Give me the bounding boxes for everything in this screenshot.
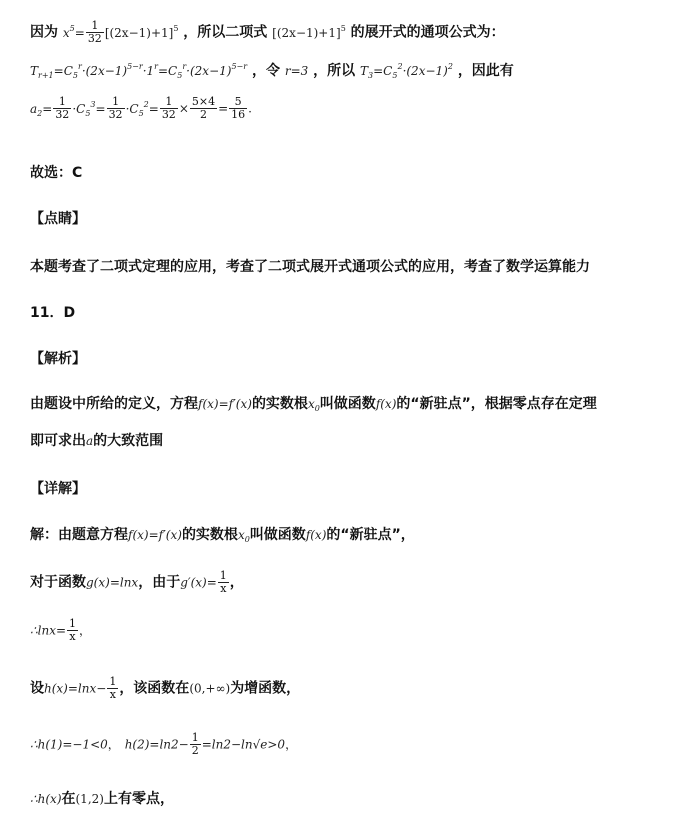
question-11: 11．D (30, 305, 76, 321)
dianjing-text: 本题考查了二项式定理的应用，考查了二项式展开式通项公式的应用，考查了数学运算能力 (30, 259, 590, 275)
formula-general-term: $T_{r+1}=C_5^r\cdot(2x-1)^{5-r}\cdot 1^r=C_5^r\cdot(2x-1)^{5-r}$ (30, 62, 248, 80)
formula-r3: r=3 (284, 64, 309, 78)
text-line-2 (30, 60, 514, 80)
sol-line-4 (30, 676, 300, 701)
text-line-3 (30, 96, 252, 121)
text-line-1 (30, 20, 505, 45)
text-d: 的“新驻点”，根据零点存在定理 (396, 396, 597, 412)
formula-c53: $\cdot C_5^3=$ (72, 99, 106, 118)
sol-line-6 (30, 788, 174, 808)
text-c: 叫做函数 (319, 396, 376, 412)
text-let: ，令 (251, 63, 280, 79)
text-c: ， (229, 574, 244, 591)
sol-line-3 (30, 618, 91, 643)
formula-lnx: ∴lnx= (30, 623, 67, 638)
frac-1x: $\frac{1}{x}$ (219, 569, 227, 595)
formula-T3: $T_3=C_5^2\cdot(2x-1)^2$ (360, 62, 453, 80)
text-thus: ，因此有 (457, 63, 514, 79)
text-so: ，所以 (313, 63, 356, 79)
text-b: 的实数根 (251, 396, 308, 412)
frac-d: $\frac{5\times 4}{2}$ (191, 95, 216, 121)
formula-fx: f(x) (375, 397, 397, 411)
text-c: 为增函数， (230, 680, 301, 697)
text-b: 的实数根 (181, 527, 238, 543)
formula-a2: $a_2=$ (30, 101, 53, 118)
text-b: ，该函数在 (119, 680, 190, 697)
text-c: 叫做函数 (249, 527, 306, 543)
text-b: 的大致范围 (93, 433, 164, 449)
formula-hx: ∴h(x) (30, 792, 62, 806)
times-sign: × (178, 101, 189, 116)
sol-line-2 (30, 570, 244, 595)
formula-gprime: g′(x)= (180, 575, 217, 590)
sol-line-1 (30, 524, 415, 544)
formula-h2-rest: =ln2−ln√e>0 (201, 737, 286, 752)
formula-h2: h(2)=ln2− (124, 737, 189, 752)
formula-g: g(x)=lnx (86, 575, 139, 590)
formula-c52: $\cdot C_5^2=$ (125, 99, 159, 118)
text-a: 在 (61, 791, 76, 807)
frac-b: $\frac{1}{32}$ (108, 95, 123, 121)
period: . (248, 101, 252, 116)
formula-x0: $x_0$ (307, 397, 320, 413)
text-d: 的“新驻点”， (326, 527, 415, 543)
dianjing-heading: 【点睛】 (30, 211, 86, 227)
formula-fx: f(x) (305, 528, 327, 542)
xiangjie-heading: 【详解】 (30, 481, 86, 497)
formula-bracket-2: $[(2x-1)+1]^5$ (272, 23, 346, 40)
comma: ， (107, 737, 120, 752)
text-general-term: 的展开式的通项公式为： (350, 24, 505, 41)
comma: ， (285, 737, 298, 752)
text-a: 解：由题意方程 (30, 527, 128, 543)
formula-x5: $x^5=$ (62, 23, 85, 40)
text-b: 上有零点， (103, 791, 174, 807)
formula-a: a (86, 434, 94, 448)
sol-line-5 (30, 732, 297, 757)
formula-x0: $x_0$ (237, 528, 250, 544)
comma: ， (79, 623, 92, 638)
formula-h1: ∴h(1)=−1<0 (30, 737, 108, 752)
text-binomial: ，所以二项式 (183, 24, 268, 41)
jiexi-line-1 (30, 393, 597, 413)
frac-1x: $\frac{1}{x}$ (69, 617, 77, 643)
frac-a: $\frac{1}{32}$ (55, 95, 70, 121)
text-a: 对于函数 (30, 574, 86, 591)
formula-fx-eq: f(x)=f′(x) (128, 528, 182, 542)
jiexi-heading: 【解析】 (30, 351, 86, 367)
text-a: 设 (30, 680, 44, 697)
formula-interval: (0,+∞) (189, 681, 231, 696)
jiexi-line-2 (30, 430, 163, 450)
text-because: 因为 (30, 24, 58, 41)
frac-c: $\frac{1}{32}$ (161, 95, 176, 121)
equals-sign: = (218, 101, 229, 116)
answer-line: 故选：C (30, 165, 83, 181)
frac-1-32: $\frac{1}{32}$ (87, 19, 102, 45)
frac-1-2: $\frac{1}{2}$ (191, 731, 199, 757)
formula-bracket: $[(2x-1)+1]^5$ (104, 23, 179, 40)
text-a: 即可求出 (30, 433, 86, 449)
frac-1x: $\frac{1}{x}$ (109, 675, 117, 701)
text-a: 由题设中所给的定义，方程 (30, 396, 198, 412)
formula-interval-12: (1,2) (75, 792, 104, 806)
formula-h: h(x)=lnx− (44, 681, 107, 696)
text-b: ，由于 (138, 574, 181, 591)
frac-e: $\frac{5}{16}$ (231, 95, 246, 121)
formula-fx-eq: f(x)=f′(x) (198, 397, 252, 411)
